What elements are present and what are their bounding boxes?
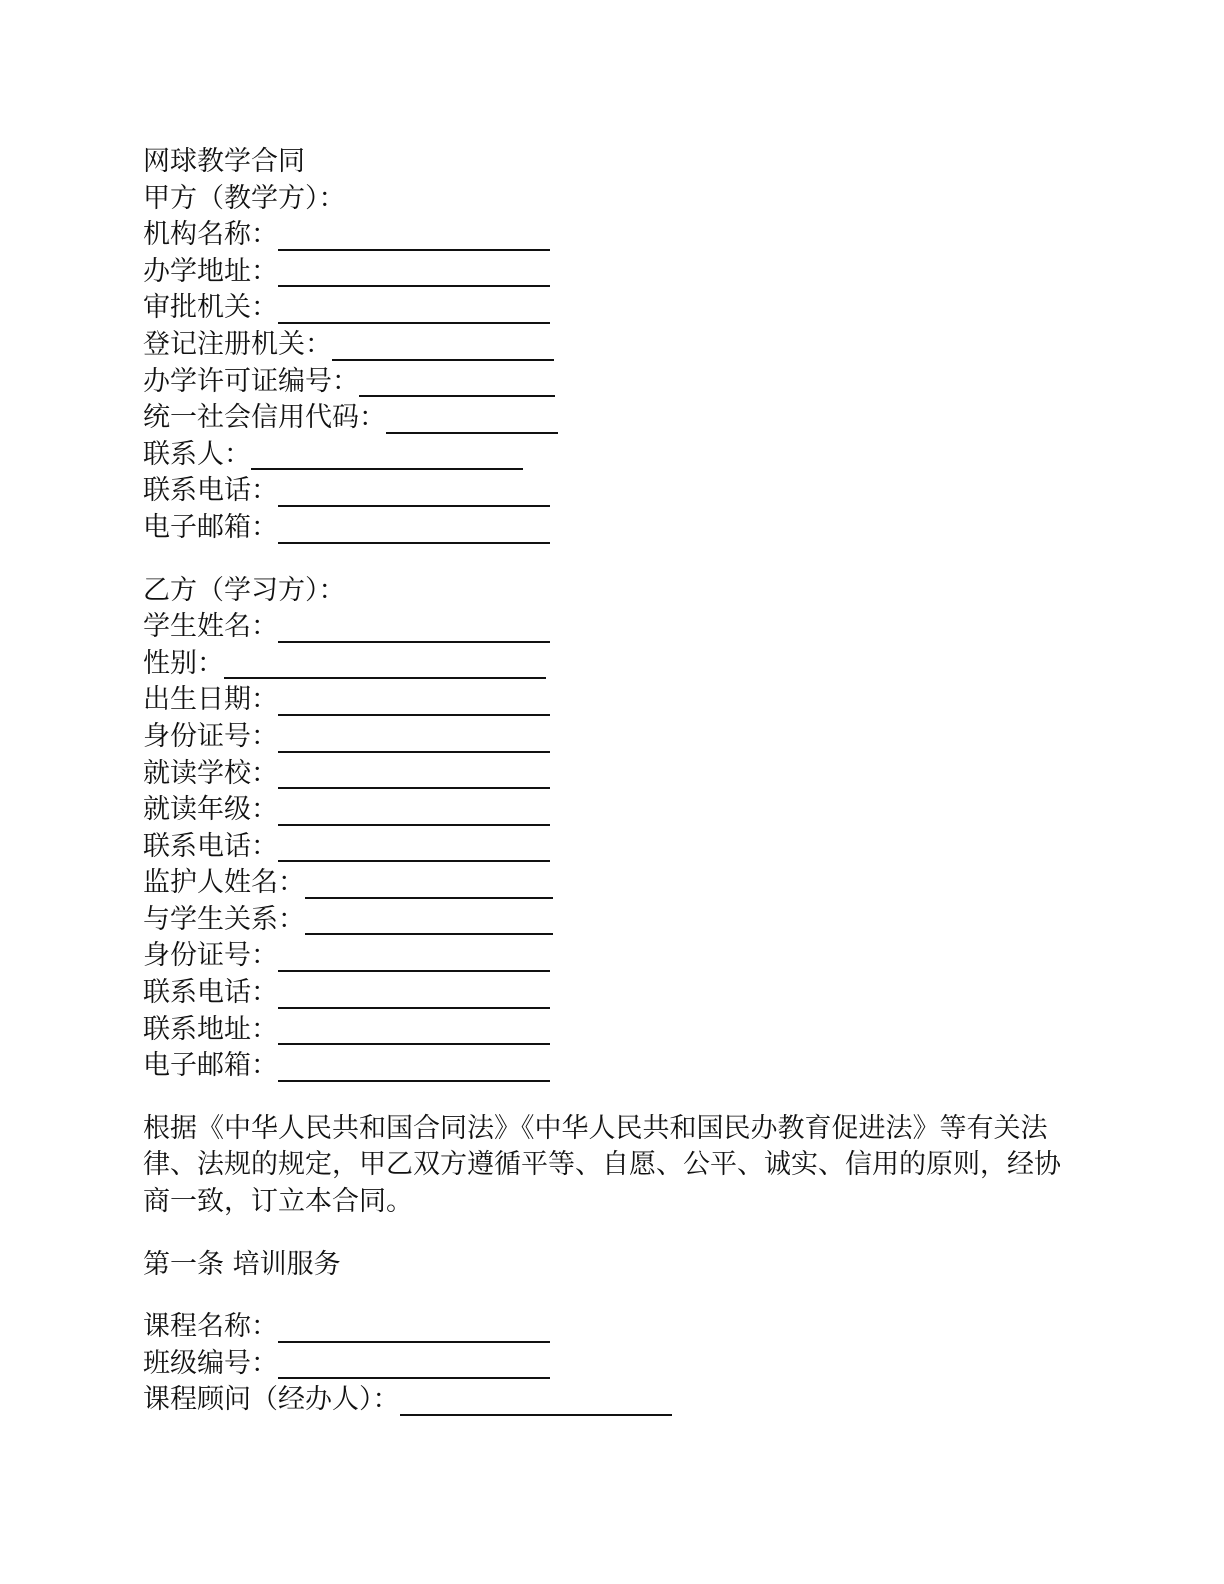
fill-in-blank[interactable]	[278, 977, 550, 1009]
field-row	[143, 1309, 1083, 1346]
field-row	[143, 1012, 1083, 1049]
field-label: 联系人：	[143, 438, 251, 470]
party-b-fields	[143, 609, 1083, 1085]
fill-in-blank[interactable]	[224, 647, 546, 679]
field-label: 学生姓名：	[143, 611, 278, 643]
party-b-heading: 乙方（学习方）：	[143, 574, 346, 606]
spacer	[143, 1085, 1083, 1111]
field-row	[143, 1382, 1083, 1419]
spacer	[143, 1221, 1083, 1247]
field-row	[143, 473, 1083, 510]
spacer	[143, 1283, 1083, 1309]
field-row	[143, 437, 1083, 474]
field-row	[143, 682, 1083, 719]
fill-in-blank[interactable]	[278, 1050, 550, 1082]
field-row	[143, 902, 1083, 939]
fill-in-blank[interactable]	[305, 867, 553, 899]
fill-in-blank[interactable]	[278, 1013, 550, 1045]
field-label: 身份证号：	[143, 720, 278, 752]
field-label: 联系电话：	[143, 830, 278, 862]
field-row	[143, 938, 1083, 975]
article-1-heading: 第一条 培训服务	[143, 1248, 341, 1280]
fill-in-blank[interactable]	[359, 365, 555, 397]
field-label: 电子邮箱：	[143, 511, 278, 543]
field-row	[143, 609, 1083, 646]
field-label: 就读年级：	[143, 794, 278, 826]
field-label: 统一社会信用代码：	[143, 402, 386, 434]
field-row	[143, 646, 1083, 683]
field-row	[143, 1048, 1083, 1085]
fill-in-blank[interactable]	[278, 1347, 550, 1379]
field-label: 联系电话：	[143, 475, 278, 507]
field-label: 课程顾问（经办人）：	[143, 1384, 400, 1416]
field-row	[143, 400, 1083, 437]
fill-in-blank[interactable]	[278, 794, 550, 826]
field-label: 性别：	[143, 647, 224, 679]
field-label: 班级编号：	[143, 1347, 278, 1379]
field-label: 课程名称：	[143, 1311, 278, 1343]
fill-in-blank[interactable]	[278, 219, 550, 251]
fill-in-blank[interactable]	[332, 329, 554, 361]
field-row	[143, 792, 1083, 829]
field-label: 监护人姓名：	[143, 867, 305, 899]
field-label: 联系地址：	[143, 1013, 278, 1045]
field-row	[143, 217, 1083, 254]
field-row	[143, 719, 1083, 756]
field-label: 身份证号：	[143, 940, 278, 972]
field-label: 登记注册机关：	[143, 328, 332, 360]
fill-in-blank[interactable]	[278, 475, 550, 507]
field-label: 出生日期：	[143, 684, 278, 716]
field-row	[143, 327, 1083, 364]
fill-in-blank[interactable]	[305, 903, 553, 935]
field-row	[143, 865, 1083, 902]
field-label: 办学许可证编号：	[143, 365, 359, 397]
fill-in-blank[interactable]	[251, 438, 523, 470]
spacer	[143, 547, 1083, 573]
field-label: 联系电话：	[143, 977, 278, 1009]
fill-in-blank[interactable]	[278, 830, 550, 862]
article-1-fields	[143, 1309, 1083, 1419]
fill-in-blank[interactable]	[278, 255, 550, 287]
field-label: 机构名称：	[143, 219, 278, 251]
field-row	[143, 1346, 1083, 1383]
field-row	[143, 364, 1083, 401]
fill-in-blank[interactable]	[278, 940, 550, 972]
preamble-paragraph: 根据《中华人民共和国合同法》《中华人民共和国民办教育促进法》等有关法律、法规的规定，甲乙双方遵循平等、自愿、公平、诚实、信用的原则，经协商一致，订立本合同。	[143, 1112, 1061, 1218]
field-row	[143, 510, 1083, 547]
fill-in-blank[interactable]	[278, 512, 550, 544]
field-label: 审批机关：	[143, 292, 278, 324]
fill-in-blank[interactable]	[400, 1384, 672, 1416]
field-label: 与学生关系：	[143, 903, 305, 935]
field-row	[143, 290, 1083, 327]
party-a-heading: 甲方（教学方）：	[143, 182, 346, 214]
fill-in-blank[interactable]	[386, 402, 558, 434]
fill-in-blank[interactable]	[278, 721, 550, 753]
document-title: 网球教学合同	[143, 146, 305, 177]
fill-in-blank[interactable]	[278, 684, 550, 716]
party-a-fields	[143, 217, 1083, 546]
field-row	[143, 975, 1083, 1012]
field-row	[143, 829, 1083, 866]
fill-in-blank[interactable]	[278, 1311, 550, 1343]
fill-in-blank[interactable]	[278, 292, 550, 324]
field-label: 就读学校：	[143, 757, 278, 789]
field-row	[143, 756, 1083, 793]
contract-body	[143, 144, 1083, 1419]
field-label: 电子邮箱：	[143, 1050, 278, 1082]
field-label: 办学地址：	[143, 255, 278, 287]
fill-in-blank[interactable]	[278, 611, 550, 643]
fill-in-blank[interactable]	[278, 757, 550, 789]
field-row	[143, 254, 1083, 291]
